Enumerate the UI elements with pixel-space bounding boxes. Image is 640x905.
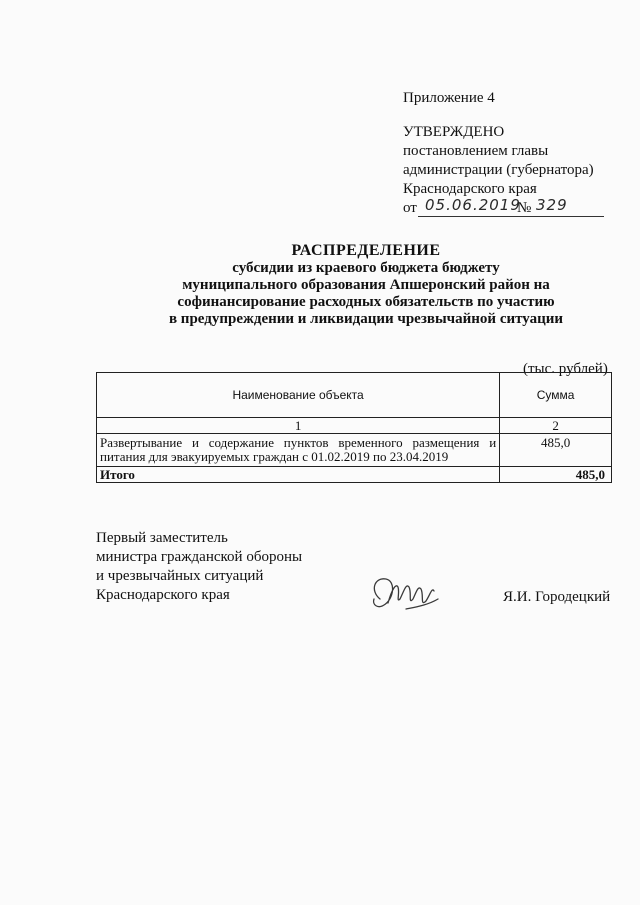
column-number: 2: [500, 418, 612, 434]
approval-line: администрации (губернатора): [403, 162, 594, 178]
approved-label: УТВЕРЖДЕНО: [403, 124, 505, 140]
handwritten-number: 329: [536, 196, 568, 214]
signer-position-line: и чрезвычайных ситуаций: [96, 568, 264, 584]
approval-line: Краснодарского края: [403, 181, 537, 197]
approval-block: [403, 89, 623, 219]
object-name-line: Развертывание и содержание пунктов временного размещения и: [100, 435, 497, 450]
total-row: [97, 467, 612, 483]
amount-cell: 485,0: [500, 434, 612, 467]
handwritten-date: 05.06.2019: [425, 196, 521, 214]
date-number-underline: [418, 216, 604, 217]
from-label: от: [403, 200, 417, 216]
header-object-name: Наименование объекта: [97, 373, 500, 418]
signer-position-line: Краснодарского края: [96, 587, 230, 603]
total-amount: 485,0: [500, 467, 612, 483]
approval-line: постановлением главы: [403, 143, 549, 159]
signer-name: Я.И. Городецкий: [503, 589, 611, 605]
handwritten-signature: [366, 569, 446, 619]
document-title: [90, 242, 640, 328]
title-line: в предупреждении и ликвидации чрезвычайной ситуации: [168, 311, 564, 327]
number-sign: №: [517, 200, 532, 216]
title-line: софинансирование расходных обязательств по участию: [177, 294, 555, 310]
signer-position-line: Первый заместитель: [96, 530, 228, 546]
approval-date-number-row: [403, 196, 623, 219]
title-line: муниципального образования Апшеронский район на: [182, 277, 550, 293]
object-name-line: питания для эвакуируемых граждан с 01.02.2019 по 23.04.2019: [100, 449, 449, 464]
title-line: субсидии из краевого бюджета бюджету: [232, 260, 500, 276]
table-row: [97, 434, 612, 467]
table-header-row: [97, 373, 612, 418]
subsidy-table: [96, 372, 612, 483]
units-label: (тыс. рублей): [523, 361, 608, 377]
column-number: 1: [97, 418, 500, 434]
signer-position-line: министра гражданской обороны: [96, 549, 303, 565]
appendix-label: Приложение 4: [403, 90, 495, 106]
total-label: Итого: [97, 467, 500, 483]
title-main: РАСПРЕДЕЛЕНИЕ: [291, 242, 441, 259]
signer-position: [96, 529, 302, 605]
header-amount: Сумма: [500, 373, 612, 418]
column-number-row: [97, 418, 612, 434]
object-name-cell: [97, 434, 500, 467]
